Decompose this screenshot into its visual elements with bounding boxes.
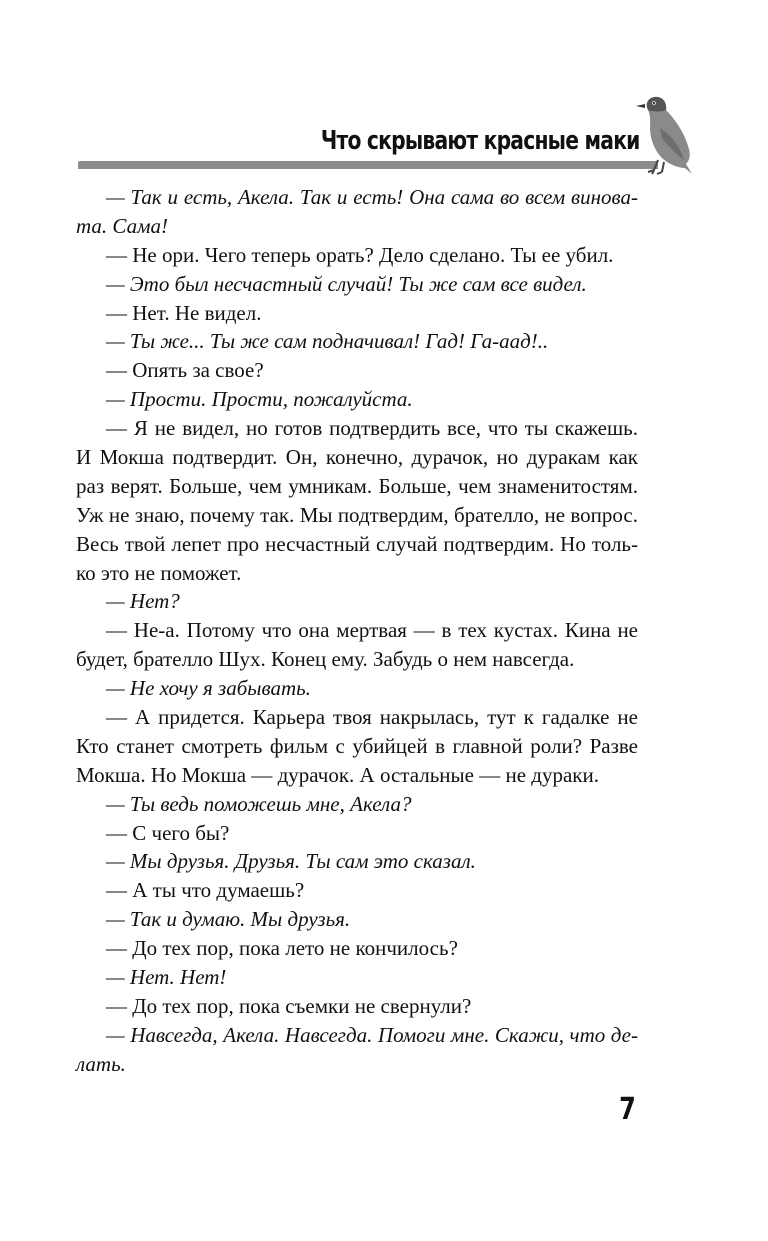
text-line: — А ты что думаешь? xyxy=(106,878,305,903)
running-header xyxy=(0,0,768,180)
text-line: — Опять за свое? xyxy=(106,358,264,383)
book-title: Что скрывают красные маки xyxy=(321,126,640,156)
header-rule xyxy=(78,161,658,169)
text-line: Весь твой лепет про несчастный случай подтвердим. Но толь- xyxy=(76,531,638,556)
text-line: — Нет. Нет! xyxy=(106,965,227,990)
text-line: — Не-а. Потому что она мертвая — в тех кустах. Кина не xyxy=(106,618,638,643)
text-line: И Мокша подтвердит. Он, конечно, дурачок, но дуракам как xyxy=(76,445,638,470)
bird-icon xyxy=(630,88,700,178)
text-line: — Ты ведь поможешь мне, Акела? xyxy=(106,791,412,816)
text-line: — С чего бы? xyxy=(106,820,230,845)
text-line: будет, брателло Шух. Конец ему. Забудь о нем навсегда. xyxy=(76,647,575,672)
text-line: — Ты же... Ты же сам подначивал! Гад! Га-аад!.. xyxy=(106,329,549,354)
text-line: — До тех пор, пока лето не кончилось? xyxy=(106,936,458,961)
text-line: — Так и есть, Акела. Так и есть! Она сама во всем винова- xyxy=(106,185,638,209)
text-line: — До тех пор, пока съемки не свернули? xyxy=(106,993,472,1018)
text-line: Уж не знаю, почему так. Мы подтвердим, брателло, не вопрос. xyxy=(76,502,638,527)
text-line: та. Сама! xyxy=(76,213,168,238)
text-line: — Не хочу я забывать. xyxy=(106,676,311,701)
text-line: ко это не поможет. xyxy=(76,560,242,585)
text-line: — Так и думаю. Мы друзья. xyxy=(106,907,351,932)
text-line: лать. xyxy=(76,1051,126,1076)
text-line: — А придется. Карьера твоя накрылась, тут к гадалке не xyxy=(106,705,638,730)
text-line: — Мы друзья. Друзья. Ты сам это сказал. xyxy=(106,849,476,874)
text-line: — Нет? xyxy=(106,589,180,614)
text-line: Мокша. Но Мокша — дурачок. А остальные — не дураки. xyxy=(76,762,599,787)
text-line: — Нет. Не видел. xyxy=(106,300,262,325)
text-line: — Навсегда, Акела. Навсегда. Помоги мне. Скажи, что де- xyxy=(106,1022,638,1047)
text-line: Кто станет смотреть фильм с убийцей в главной роли? Разве xyxy=(76,733,638,758)
text-line: — Прости. Прости, пожалуйста. xyxy=(106,387,413,412)
text-line: — Это был несчастный случай! Ты же сам все видел. xyxy=(106,271,587,296)
text-line: — Не ори. Чего теперь орать? Дело сделано. Ты ее убил. xyxy=(106,242,614,267)
page-number: 7 xyxy=(619,1092,636,1127)
text-line: раз верят. Больше, чем умникам. Больше, чем знаменитостям. xyxy=(76,473,638,498)
text-line: — Я не видел, но готов подтвердить все, что ты скажешь. xyxy=(106,416,638,441)
page-body-text xyxy=(76,183,638,1079)
